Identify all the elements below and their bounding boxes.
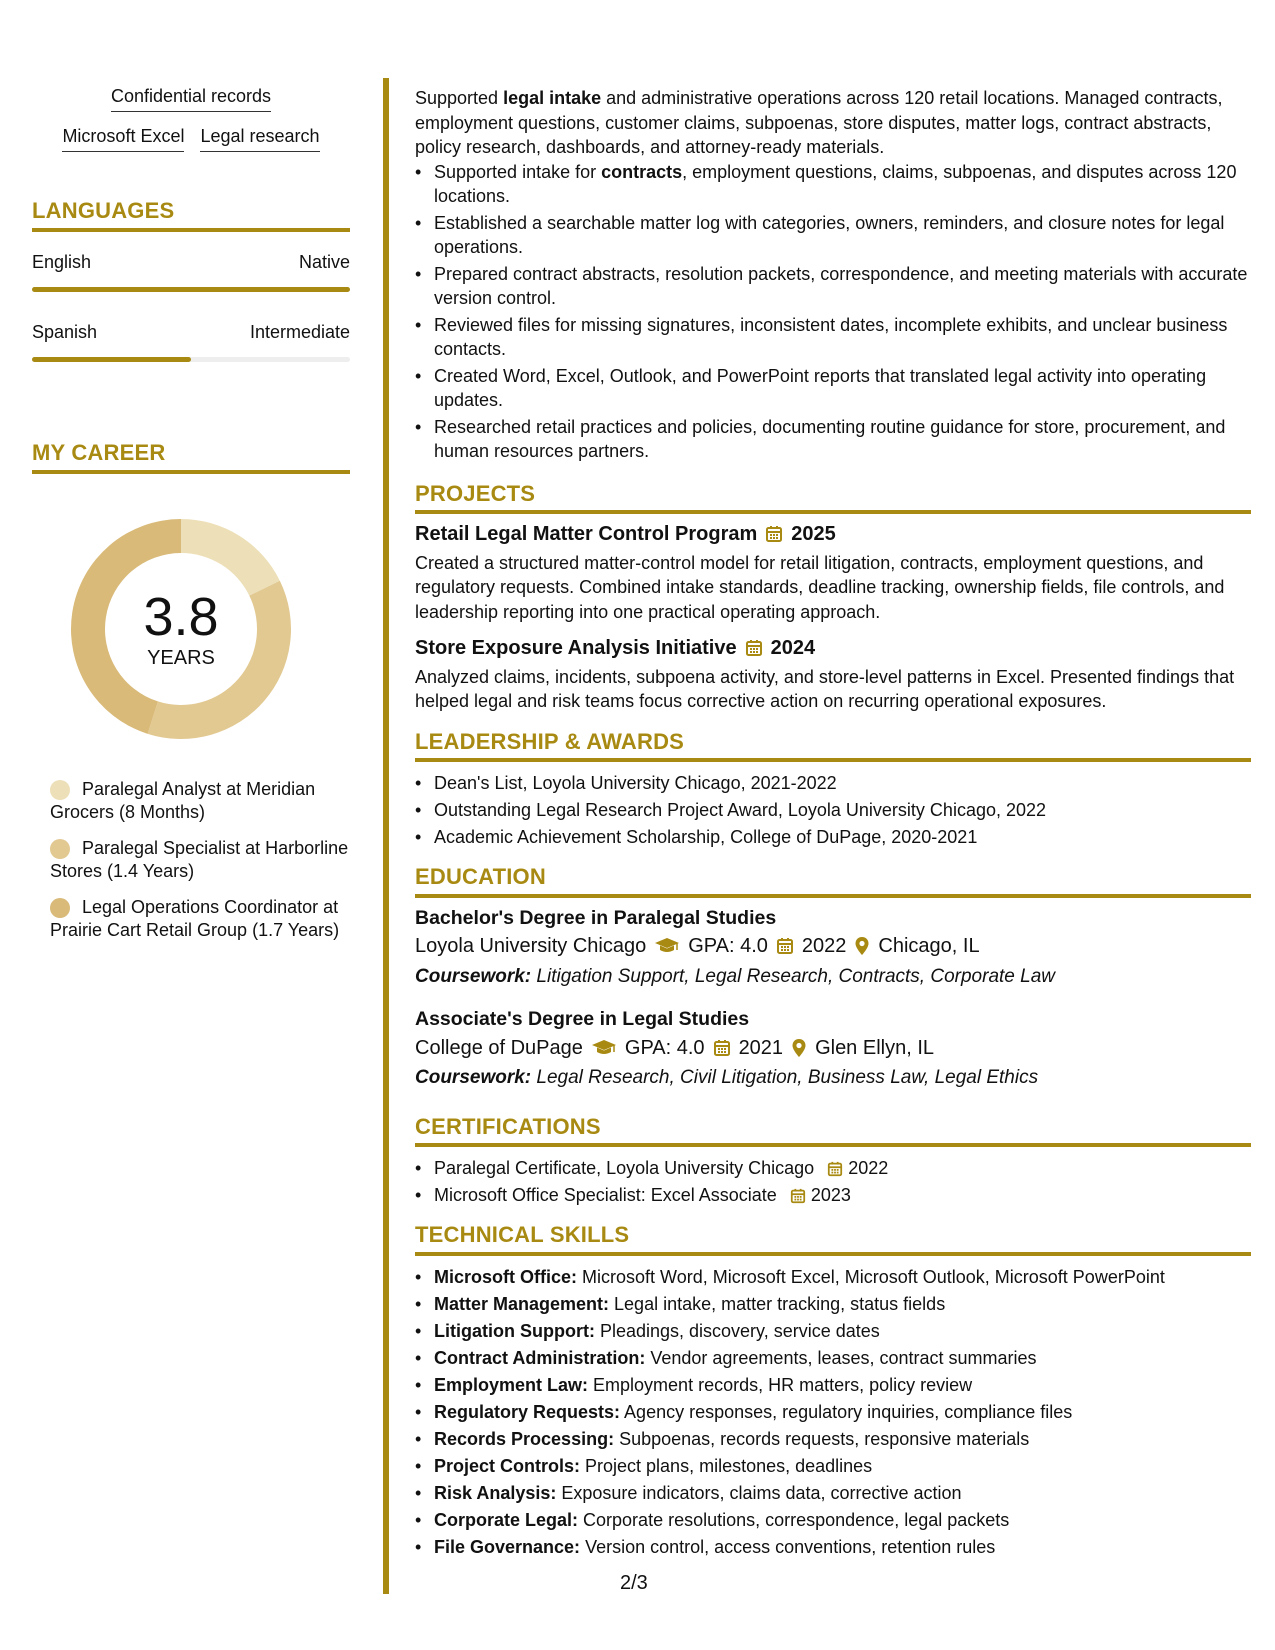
leadership-heading: LEADERSHIP & AWARDS [415,730,1251,763]
calendar-icon [827,1161,843,1177]
certification-name: Paralegal Certificate, Loyola University Chicago [434,1158,815,1178]
calendar-icon [790,1188,806,1204]
legend-label: Legal Operations Coordinator at Prairie Cart Retail Group (1.7 Years) [50,897,340,940]
skill-item [434,1372,1251,1399]
project-name: Retail Legal Matter Control Program [415,523,758,545]
graduation-year: 2021 [738,1036,784,1059]
skill-item [434,1345,1251,1372]
skill-tag: Confidential records [111,86,271,112]
leadership-list [415,770,1251,851]
certification-name: Microsoft Office Specialist: Excel Associate [434,1185,777,1205]
education-item [415,906,1251,990]
school-location: Glen Ellyn, IL [815,1036,935,1059]
skill-item [434,1426,1251,1453]
language-item [32,322,350,362]
skill-detail: Project plans, milestones, deadlines [580,1455,873,1476]
project-year: 2024 [770,637,816,659]
skill-category: Microsoft Office: [434,1266,578,1287]
skill-tag: Legal research [200,126,319,152]
language-level: Intermediate [249,322,350,342]
skill-item [434,1534,1251,1561]
skill-category: File Governance: [434,1536,581,1557]
summary-bold: legal intake [503,88,602,108]
legend-label: Paralegal Analyst at Meridian Grocers (8 Months) [50,779,316,822]
school-name: Loyola University Chicago [415,935,647,957]
legend-dot [50,839,70,859]
degree-name: Associate's Degree in Legal Studies [415,1008,750,1030]
education-heading: EDUCATION [415,865,1251,898]
skill-detail: Subpoenas, records requests, responsive materials [614,1428,1030,1449]
certifications-heading: CERTIFICATIONS [415,1115,1251,1148]
coursework [415,1066,1251,1091]
skill-detail: Employment records, HR matters, policy review [588,1374,973,1395]
degree-name: Bachelor's Degree in Paralegal Studies [415,906,777,929]
school-location: Chicago, IL [878,935,980,957]
experience-bullet [434,160,1251,209]
career-donut-chart [66,514,296,744]
skill-category: Records Processing: [434,1428,615,1449]
skill-item [434,1453,1251,1480]
skill-detail: Agency responses, regulatory inquiries, compliance files [620,1401,1073,1422]
skill-category: Litigation Support: [434,1320,595,1341]
certification-year: 2022 [848,1158,889,1178]
gpa: GPA: 4.0 [688,935,768,957]
experience-bullet: • Reviewed files for missing signatures, inconsistent dates, incomplete exhibits, and unclear business contacts. [434,313,1251,362]
experience-bullet: • Created Word, Excel, Outlook, and PowerPoint reports that translated legal activity into operating updates. [434,364,1251,413]
language-level-fill [32,357,191,362]
skill-category: Matter Management: [434,1293,610,1314]
language-level-bar [32,287,350,292]
experience-summary [415,86,1251,160]
language-name: English [32,252,92,272]
coursework [415,965,1251,990]
experience-bullet: • Prepared contract abstracts, resolution packets, correspondence, and meeting materials with accurate version control. [434,262,1251,311]
project-description: Created a structured matter-control model for retail litigation, contracts, employment questions, and regulatory requests. Combined intake standards, deadline tracking, ownership fields, file controls, and leadership reporting into one practical operating approach. [415,552,1225,622]
calendar-icon [765,525,783,543]
skill-detail: Legal intake, matter tracking, status fields [609,1293,946,1314]
career-legend-item [50,896,350,942]
school-name: College of DuPage [415,1036,583,1059]
legend-dot [50,780,70,800]
language-level-fill [32,287,350,292]
project-description: Analyzed claims, incidents, subpoena activity, and store-level patterns in Excel. Presented findings that helped legal and risk teams focus corrective action on recurring operational exposures. [415,666,1235,711]
career-legend [50,778,350,942]
skill-item [434,1480,1251,1507]
project-item [415,522,1251,624]
career-total-unit: YEARS [147,646,215,669]
calendar-icon [776,937,794,955]
graduation-year: 2022 [801,935,847,957]
skill-category: Employment Law: [434,1374,589,1395]
project-item [415,636,1251,714]
bullet-bold: contracts [601,161,683,182]
experience-bullets [415,160,1251,464]
certifications-list [415,1155,1251,1209]
skill-detail: Microsoft Word, Microsoft Excel, Microsoft Outlook, Microsoft PowerPoint [577,1266,1165,1287]
skill-item [434,1399,1251,1426]
certification-item [434,1155,1251,1182]
language-item [32,252,350,292]
skill-category: Contract Administration: [434,1347,646,1368]
project-name: Store Exposure Analysis Initiative [415,637,737,659]
skill-item [434,1318,1251,1345]
location-pin-icon [854,936,870,956]
right-column [415,86,1251,1561]
skill-tags-row-1 [32,86,350,112]
skill-item [434,1291,1251,1318]
coursework-list: Litigation Support, Legal Research, Contracts, Corporate Law [531,965,1055,987]
skill-category: Project Controls: [434,1455,581,1476]
experience-bullet: • Researched retail practices and policies, documenting routine guidance for store, procurement, and human resources partners. [434,415,1251,464]
skill-category: Risk Analysis: [434,1482,557,1503]
language-level: Native [298,252,350,272]
skill-detail: Corporate resolutions, correspondence, legal packets [578,1509,1010,1530]
skill-tags-row-2 [32,126,350,152]
technical-skills-heading: TECHNICAL SKILLS [415,1223,1251,1256]
summary-text: Supported [415,88,504,108]
calendar-icon [713,1039,731,1057]
page-number: 2/3 [620,1572,648,1594]
languages-heading: LANGUAGES [32,198,350,232]
summary-text: and administrative operations across 120 retail locations. Managed contracts, employment questions, customer claims, subpoenas, store disputes, matter logs, contract abstracts, policy research, dashboards, and attorney-ready materials. [415,88,1223,157]
projects-heading: PROJECTS [415,482,1251,515]
education-item [415,1007,1251,1091]
skill-detail: Version control, access conventions, retention rules [580,1536,996,1557]
gpa: GPA: 4.0 [624,1036,705,1059]
leadership-item: • Dean's List, Loyola University Chicago, 2021-2022 [434,770,1251,797]
calendar-icon [745,639,763,657]
skill-detail: Vendor agreements, leases, contract summaries [645,1347,1037,1368]
legend-label: Paralegal Specialist at Harborline Stores (1.4 Years) [50,838,349,881]
certification-item [434,1182,1251,1209]
language-level-bar [32,357,350,362]
leadership-item: • Academic Achievement Scholarship, College of DuPage, 2020-2021 [434,824,1251,851]
leadership-item: • Outstanding Legal Research Project Award, Loyola University Chicago, 2022 [434,797,1251,824]
career-heading: MY CAREER [32,440,350,474]
coursework-label: Coursework: [415,1067,532,1088]
graduation-cap-icon [654,937,680,955]
project-year: 2025 [791,523,836,545]
language-name: Spanish [32,322,98,342]
graduation-cap-icon [591,1039,617,1057]
skill-category: Regulatory Requests: [434,1401,621,1422]
left-column [32,86,350,955]
career-legend-item [50,778,350,824]
coursework-list: Legal Research, Civil Litigation, Business Law, Legal Ethics [531,1067,1039,1088]
bullet-text: , employment questions, claims, subpoenas, and disputes across 120 locations. [434,161,1237,206]
coursework-label: Coursework: [415,965,532,987]
career-legend-item [50,837,350,883]
skill-item [434,1507,1251,1534]
skill-tag: Microsoft Excel [62,126,184,152]
bullet-text: Supported intake for [434,161,602,182]
experience-bullet: • Established a searchable matter log with categories, owners, reminders, and closure notes for legal operations. [434,211,1251,260]
skill-item [434,1264,1251,1291]
certification-year: 2023 [810,1185,851,1205]
career-total-years: 3.8 [143,586,219,647]
legend-dot [50,898,70,918]
skill-detail: Pleadings, discovery, service dates [594,1320,880,1341]
skill-category: Corporate Legal: [434,1509,579,1530]
technical-skills-list [415,1264,1251,1561]
column-divider [383,78,389,1594]
skill-detail: Exposure indicators, claims data, corrective action [556,1482,962,1503]
location-pin-icon [791,1038,807,1058]
